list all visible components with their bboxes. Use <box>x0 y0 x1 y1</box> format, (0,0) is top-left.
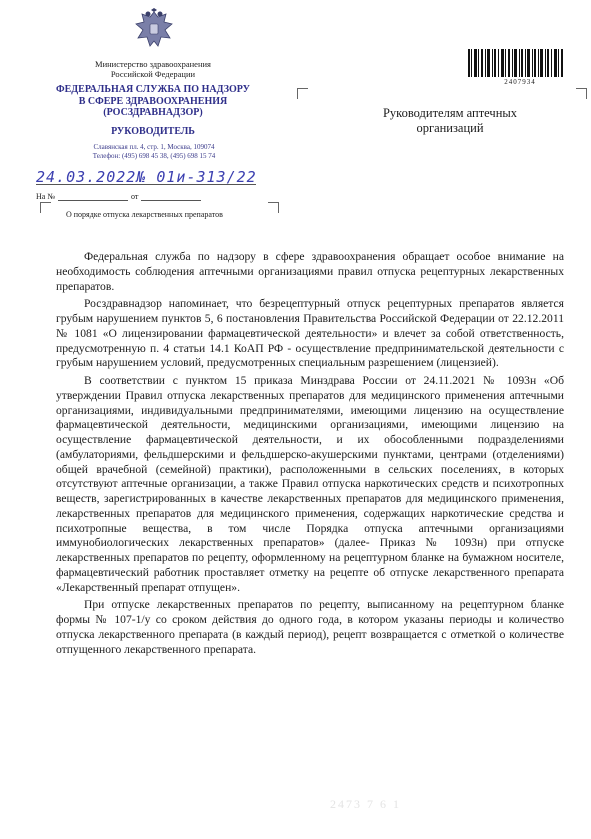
reference-line <box>36 192 201 201</box>
reference-na-label: На № <box>36 192 55 201</box>
body-paragraph: Росздравнадзор напоминает, что безрецептурный отпуск рецептурных препаратов является грубым нарушением пунктов 5, 6 постановления Правительства Российской Федерации от 22.12.2011 № 1081 «О лицензировании фармацевтической деятельности» и влечет за собой ответственность, предусмотренную п. 4 статьи 14.1 КоАП РФ - осуществление предпринимательской деятельности с грубым нарушением условий, предусмотренных специальным разрешением (лицензией). <box>56 297 564 370</box>
registration-underline <box>36 184 256 185</box>
reference-number-blank <box>58 200 128 201</box>
address-line: Славянская пл. 4, стр. 1, Москва, 109074 <box>93 143 215 151</box>
ministry-line-1: Министерство здравоохранения <box>95 59 211 69</box>
service-line-3: (РОСЗДРАВНАДЗОР) <box>103 107 203 118</box>
body-paragraph: Федеральная служба по надзору в сфере здравоохранения обращает особое внимание на необходимость соблюдения аптечными организациями правил отпуска рецептурных лекарственных препаратов. <box>56 250 564 293</box>
faint-stamp-mark: 2473 7 6 1 <box>330 797 401 811</box>
registration-handwritten: 24.03.2022№ 01и-313/22 <box>36 168 257 186</box>
recipient-corner-left <box>297 88 308 99</box>
body-paragraph: В соответствии с пунктом 15 приказа Минздрава России от 24.11.2021 № 1093н «Об утверждении Правил отпуска лекарственных препаратов для медицинского применения аптечными организациями, индивидуальными предпринимателями, имеющими лицензию на осуществление фармацевтической деятельности, медицинскими организациями, имеющими лицензию на осуществление фармацевтической деятельности, и их обособленными подразделениями (амбулаториями, фельдшерскими и фельдшерско-акушерскими пунктами, центрами (отделениями) общей врачебной (семейной) практики), расположенными в сельских поселениях, в которых отсутствуют аптечные организации, а также Правил отпуска наркотических средств и психотропных веществ, зарегистрированных в качестве лекарственных препаратов для медицинского применения, лекарственных препаратов для медицинского применения, содержащих наркотические средства и психотропные вещества, в том числе Порядка отпуска аптечными организациями иммунобиологических лекарственных препаратов» (далее- Приказ № 1093н) при отпуске лекарственных препаратов по рецепту, оформленному на рецептурном бланке на бумажном носителе, фармацевтический работник проставляет отметку на рецепте об отпуске лекарственного препарата «Лекарственный препарат отпущен». <box>56 374 564 594</box>
reference-date-blank <box>141 200 201 201</box>
body-paragraph: При отпуске лекарственных препаратов по рецепту, выписанному на рецептурном бланке формы № 107-1/у со сроком действия до одного года, в котором указаны периоды и количество отпуска лекарственного препарата (в каждый период), рецепт возвращается с отметкой о количестве отпущенного лекарственного препарата. <box>56 598 564 656</box>
barcode <box>468 49 564 77</box>
recipient-corner-right <box>576 88 587 99</box>
recipient-block <box>360 106 540 136</box>
letter-body <box>56 250 564 660</box>
service-line-2: В СФЕРЕ ЗДРАВООХРАНЕНИЯ <box>78 95 228 107</box>
phone-line: Телефон: (495) 698 45 38, (495) 698 15 74 <box>92 152 216 160</box>
recipient-line-1: Руководителям аптечных <box>382 106 518 120</box>
service-line-1: ФЕДЕРАЛЬНАЯ СЛУЖБА ПО НАДЗОРУ <box>56 84 250 95</box>
address-block <box>56 143 252 161</box>
ministry-name <box>58 60 248 79</box>
subject-corner-left <box>40 202 51 213</box>
barcode-number: 2407934 <box>504 78 536 86</box>
service-name <box>40 84 266 119</box>
reference-ot-label: от <box>130 192 139 201</box>
subject-corner-right <box>268 202 279 213</box>
coat-of-arms-emblem <box>132 8 176 52</box>
letter-subject: О порядке отпуска лекарственных препаратов <box>66 210 223 219</box>
head-title: РУКОВОДИТЕЛЬ <box>111 126 195 137</box>
ministry-line-2: Российской Федерации <box>110 68 196 79</box>
recipient-line-2: организаций <box>416 121 484 135</box>
